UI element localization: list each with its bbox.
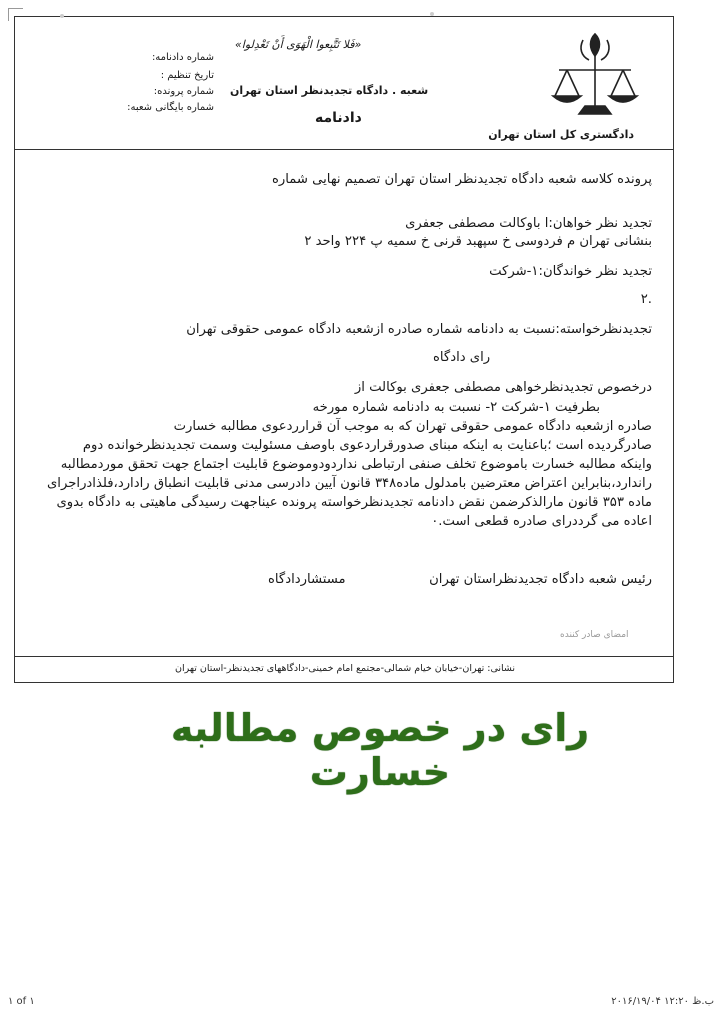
footer-address: نشانی: تهران-خیابان خیام شمالی-مجتمع امام خمینی-دادگاههای تجدیدنظر-استان تهران xyxy=(175,663,516,674)
ruling-line-3: صادره ازشعبه دادگاه عمومی حقوقی تهران که به موجب آن قرارردعوی مطالبه خسارت xyxy=(173,419,652,434)
ruling-line-8: اعاده می گرددرای صادره قطعی است.۰ xyxy=(431,514,652,529)
appellant-line: تجدید نظر خواهان:ا باوکالت مصطفی جعفری xyxy=(405,216,652,231)
judiciary-emblem-icon xyxy=(545,26,645,126)
court-name: دادگستری کل استان تهران xyxy=(488,128,634,141)
issuer-signature-stamp: امضای صادر کننده xyxy=(560,630,629,640)
appealed-verdict-line: تجدیدنظرخواسته:نسبت به دادنامه شماره صادره ازشعبه دادگاه عمومی حقوقی تهران xyxy=(186,322,652,337)
meta-issue-date: تاریخ تنظیم : xyxy=(160,70,214,81)
caption-banner: رای در خصوص مطالبه خسارت xyxy=(170,706,590,794)
ruling-line-5: واینکه مطالبه خسارت باموضوع تخلف صنفی ارتباطی نداردودوموضوع قابلیت اجتماع جهت تحقق موردمطالبه xyxy=(60,457,652,472)
ruling-line-6: راندارد،بنابراین اعتراض معترضین بامدلول ماده۳۴۸ قانون آیین دادرسی مدنی قابلیت انطباق رادارد،فلذادراجرای xyxy=(46,476,652,491)
branch-line: شعبه . دادگاه تجدیدنظر استان تهران xyxy=(230,84,429,97)
court-ruling-heading: رای دادگاه xyxy=(433,350,491,365)
header-divider xyxy=(14,149,674,150)
scan-speck xyxy=(430,12,434,16)
print-timestamp: ب.ظ ۱۲:۲۰ ۲۰۱۶/۱۹/۰۴ xyxy=(611,996,714,1007)
document-title: دادنامه xyxy=(315,110,362,126)
meta-archive-number: شماره بایگانی شعبه: xyxy=(127,102,214,113)
ruling-line-2: بطرفیت ۱-شرکت ۲- نسبت به دادنامه شماره مورخه xyxy=(312,400,600,415)
case-line: پرونده کلاسه شعبه دادگاه تجدیدنظر استان تهران تصمیم نهایی شماره xyxy=(271,172,652,187)
ruling-line-7: ماده ۳۵۳ قانون مارالذکرضمن نقض دادنامه تجدیدنظرخواسته پرونده عیناجهت رسیدگی ماهیتی به دادگاه بدوی xyxy=(56,495,652,510)
meta-verdict-number: شماره دادنامه: xyxy=(151,52,214,63)
scan-speck xyxy=(60,14,64,18)
footer-divider xyxy=(14,656,674,657)
respondents-line: تجدید نظر خواندگان:۱-شرکت xyxy=(489,264,652,279)
corner-mark xyxy=(8,8,23,21)
page-count: ۱ of ۱ xyxy=(8,996,35,1007)
respondent-two: .۲ xyxy=(640,292,652,307)
ruling-line-4: صادرگردیده است ؛باعنایت به اینکه مبنای صدورقراردعوی باوصف مسئولیت وسمت تجدیدنظرخوانده دوم xyxy=(82,438,652,453)
appellant-address: بنشانی تهران م فردوسی خ سپهبد قرنی خ سمیه پ ۲۲۴ واحد ۲ xyxy=(304,234,652,249)
branch-head-signature: رئیس شعبه دادگاه تجدیدنظراستان تهران xyxy=(429,572,652,587)
quran-verse: «فَلا تَتَّبِعوا الْهَوَى أَنْ تَعْدِلوا» xyxy=(235,38,362,51)
ruling-line-1: درخصوص تجدیدنظرخواهی مصطفی جعفری بوکالت از xyxy=(354,380,652,395)
advisor-signature: مستشاردادگاه xyxy=(268,572,346,587)
meta-case-number: شماره پرونده: xyxy=(153,86,214,97)
